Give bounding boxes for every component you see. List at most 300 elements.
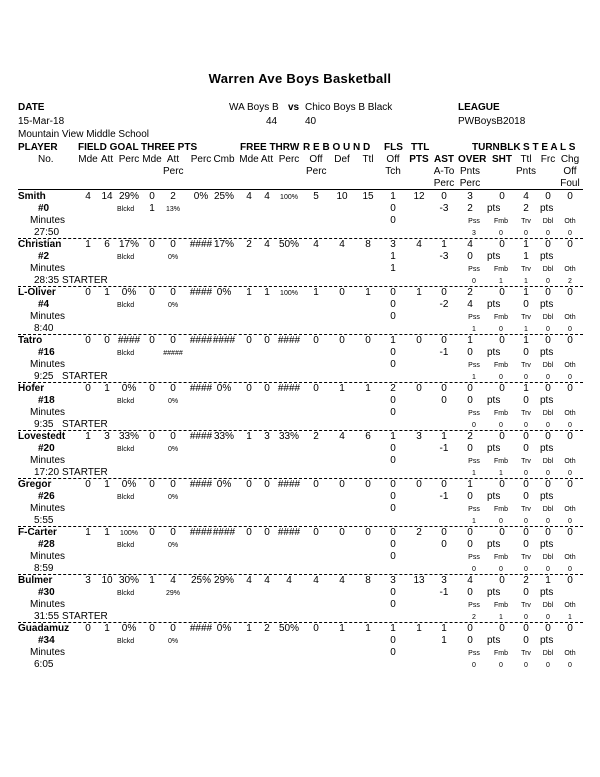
stat-a-to: -3 bbox=[439, 251, 449, 262]
stat-frc: 0 bbox=[545, 191, 551, 202]
pts-label: pts bbox=[540, 539, 554, 550]
stat-turn: 2 bbox=[467, 431, 473, 442]
stat-m3: 1 bbox=[149, 575, 155, 586]
label-dbl: Dbl bbox=[542, 266, 554, 273]
header-chg-off: Off bbox=[563, 166, 577, 177]
stat-to-trv: 1 bbox=[524, 278, 528, 285]
stat-def: 4 bbox=[339, 431, 345, 442]
label-dbl: Dbl bbox=[542, 218, 554, 225]
stat-to-oth: 0 bbox=[568, 326, 572, 333]
header-fg-made: Mde bbox=[78, 154, 98, 165]
stat-att: 1 bbox=[104, 527, 110, 538]
stat-to-fmb: 1 bbox=[499, 614, 503, 621]
header-3p-att: Att bbox=[166, 154, 180, 165]
game-location: Mountain View Middle School bbox=[18, 129, 150, 140]
stat-mde: 0 bbox=[85, 383, 91, 394]
stat-def: 0 bbox=[339, 335, 345, 346]
stat-over-pnts: 0 bbox=[467, 347, 473, 358]
stat-ast: 0 bbox=[441, 383, 447, 394]
stat-blk: 0 bbox=[499, 239, 505, 250]
stat-att: 3 bbox=[104, 431, 110, 442]
stat-a3: 4 bbox=[170, 575, 176, 586]
stat-a-to: 0 bbox=[441, 395, 447, 406]
stat-ttl: 6 bbox=[365, 431, 371, 442]
team-b-name: Chico Boys B Black bbox=[305, 102, 393, 113]
header-perc-b: Perc bbox=[459, 178, 481, 189]
stat-chg: 0 bbox=[567, 431, 573, 442]
stat-cmb: 17% bbox=[213, 239, 234, 250]
pts-label: pts bbox=[487, 539, 501, 550]
stat-turn: 4 bbox=[467, 575, 473, 586]
label-trv: Trv bbox=[521, 554, 531, 561]
stat-chg: 0 bbox=[567, 287, 573, 298]
stat-a3: 0 bbox=[170, 623, 176, 634]
stat-fls: 0 bbox=[390, 287, 396, 298]
stat-chg: 0 bbox=[567, 527, 573, 538]
stat-over-pnts: 0 bbox=[467, 395, 473, 406]
stat-fls: 3 bbox=[390, 239, 396, 250]
stat-mde: 4 bbox=[85, 191, 91, 202]
stat-frc: 0 bbox=[545, 335, 551, 346]
label-dbl: Dbl bbox=[542, 314, 554, 321]
header-3p-att-perc: Perc bbox=[163, 166, 184, 177]
stat-fls-extra: 0 bbox=[390, 359, 396, 370]
stat-chg: 0 bbox=[567, 623, 573, 634]
stat-m3: 0 bbox=[149, 527, 155, 538]
stat-perc: 0% bbox=[121, 623, 137, 634]
header-sht: SHT bbox=[492, 154, 512, 165]
blocked-label: Blckd bbox=[117, 254, 135, 261]
label-fmb: Fmb bbox=[494, 602, 508, 609]
stat-cmb: 0% bbox=[216, 623, 232, 634]
stat-fp: 50% bbox=[278, 239, 299, 250]
stat-blocked-perc: 0% bbox=[167, 254, 179, 261]
header-blocks: BLK bbox=[500, 142, 521, 153]
header-fg-perc: Perc bbox=[118, 154, 140, 165]
stat-blocked-perc: 0% bbox=[167, 542, 179, 549]
stat-to-pss: 0 bbox=[472, 662, 476, 669]
label-fmb: Fmb bbox=[494, 362, 508, 369]
stat-cmb: 0% bbox=[216, 479, 232, 490]
stat-cmb: 25% bbox=[213, 191, 234, 202]
stat-fls-extra: 0 bbox=[390, 647, 396, 658]
stat-steal-pnts: 0 bbox=[523, 587, 529, 598]
header-pnts: Pnts bbox=[459, 166, 480, 177]
blocked-label: Blckd bbox=[117, 494, 135, 501]
stat-fls-tch: 0 bbox=[390, 203, 396, 214]
label-oth: Oth bbox=[564, 410, 576, 417]
stat-frc: 0 bbox=[545, 623, 551, 634]
header-field-goal: FIELD GOAL bbox=[78, 142, 139, 153]
label-pss: Pss bbox=[468, 554, 480, 561]
stat-blk: 0 bbox=[499, 623, 505, 634]
stat-stl: 0 bbox=[523, 527, 529, 538]
header-3p-made: Mde bbox=[142, 154, 162, 165]
stat-to-dbl: 0 bbox=[546, 470, 550, 477]
blocked-label: Blckd bbox=[117, 398, 135, 405]
label-trv: Trv bbox=[521, 266, 531, 273]
stat-blk: 0 bbox=[499, 527, 505, 538]
stat-mde: 0 bbox=[85, 623, 91, 634]
stat-blk: 0 bbox=[499, 287, 505, 298]
stat-pts: 13 bbox=[413, 575, 425, 586]
stat-chg: 0 bbox=[567, 383, 573, 394]
stat-def: 0 bbox=[339, 287, 345, 298]
stat-blk: 0 bbox=[499, 575, 505, 586]
stat-to-dbl: 0 bbox=[546, 422, 550, 429]
stat-p3: #### bbox=[189, 527, 213, 538]
player-name: Tatro bbox=[18, 335, 43, 346]
stat-to-trv: 1 bbox=[524, 326, 528, 333]
label-oth: Oth bbox=[564, 506, 576, 513]
pts-label: pts bbox=[540, 347, 554, 358]
stat-ttl: 15 bbox=[362, 191, 374, 202]
stat-p3: #### bbox=[189, 335, 213, 346]
stat-fa: 0 bbox=[264, 527, 270, 538]
stat-fls-extra: 0 bbox=[390, 551, 396, 562]
stat-cmb: 29% bbox=[213, 575, 234, 586]
stat-steal-pnts: 0 bbox=[523, 539, 529, 550]
label-dbl: Dbl bbox=[542, 554, 554, 561]
stat-pts: 0 bbox=[416, 335, 422, 346]
stat-fa: 0 bbox=[264, 335, 270, 346]
stat-pts: 0 bbox=[416, 383, 422, 394]
stat-to-dbl: 0 bbox=[546, 278, 550, 285]
stat-to-pss: 0 bbox=[472, 422, 476, 429]
stat-off: 5 bbox=[313, 191, 319, 202]
header-fg-att: Att bbox=[100, 154, 114, 165]
stat-off: 2 bbox=[313, 431, 319, 442]
stat-m3: 0 bbox=[149, 239, 155, 250]
blocked-label: Blckd bbox=[117, 446, 135, 453]
pts-label: pts bbox=[487, 491, 501, 502]
minutes-played: 17:20 bbox=[34, 467, 60, 478]
page-title: Warren Ave Boys Basketball bbox=[208, 71, 392, 86]
team-a-name: WA Boys B bbox=[229, 102, 279, 113]
stat-fm: 1 bbox=[246, 623, 252, 634]
stat-to-dbl: 0 bbox=[546, 614, 550, 621]
stat-def: 1 bbox=[339, 383, 345, 394]
stat-to-pss: 1 bbox=[472, 470, 476, 477]
stat-to-oth: 0 bbox=[568, 230, 572, 237]
stat-fls: 0 bbox=[390, 479, 396, 490]
stat-a3: 0 bbox=[170, 383, 176, 394]
stat-frc: 0 bbox=[545, 239, 551, 250]
header-pnts-steals: Pnts bbox=[515, 166, 536, 177]
stat-over-pnts: 0 bbox=[467, 443, 473, 454]
stat-fm: 0 bbox=[246, 479, 252, 490]
stat-to-pss: 2 bbox=[472, 614, 476, 621]
stat-chg: 0 bbox=[567, 335, 573, 346]
stat-off: 0 bbox=[313, 335, 319, 346]
pts-label: pts bbox=[487, 251, 501, 262]
minutes-label: Minutes bbox=[30, 599, 66, 610]
stat-ttl: 1 bbox=[365, 383, 371, 394]
stat-to-fmb: 0 bbox=[499, 422, 503, 429]
stat-off: 4 bbox=[313, 575, 319, 586]
stat-perc: 0% bbox=[121, 383, 137, 394]
stat-stl: 4 bbox=[523, 191, 529, 202]
stat-fls-extra: 0 bbox=[390, 407, 396, 418]
stat-frc: 0 bbox=[545, 479, 551, 490]
stat-to-trv: 0 bbox=[524, 518, 528, 525]
stat-to-fmb: 0 bbox=[499, 662, 503, 669]
stat-fls: 1 bbox=[390, 191, 396, 202]
stat-a-to: -1 bbox=[439, 491, 449, 502]
stat-fa: 4 bbox=[264, 575, 270, 586]
header-perc-a: Perc bbox=[433, 178, 455, 189]
stat-off: 0 bbox=[313, 527, 319, 538]
stat-fa: 2 bbox=[264, 623, 270, 634]
stat-fm: 4 bbox=[246, 191, 252, 202]
stat-cmb: #### bbox=[212, 527, 236, 538]
stat-fls-extra: 0 bbox=[390, 215, 396, 226]
stat-def: 4 bbox=[339, 239, 345, 250]
pts-label: pts bbox=[540, 587, 554, 598]
stat-stl: 1 bbox=[523, 383, 529, 394]
starter-label: STARTER bbox=[62, 611, 108, 622]
stat-cmb: 0% bbox=[216, 383, 232, 394]
header-off-reb: Off bbox=[309, 154, 323, 165]
header-chg: Chg bbox=[560, 154, 580, 165]
label-oth: Oth bbox=[564, 218, 576, 225]
stat-chg: 0 bbox=[567, 479, 573, 490]
stat-stl: 0 bbox=[523, 623, 529, 634]
stat-fm: 1 bbox=[246, 287, 252, 298]
stat-fls: 1 bbox=[390, 623, 396, 634]
label-dbl: Dbl bbox=[542, 650, 554, 657]
stat-def: 1 bbox=[339, 623, 345, 634]
stat-to-oth: 0 bbox=[568, 518, 572, 525]
stat-to-trv: 0 bbox=[524, 422, 528, 429]
stat-perc: 100% bbox=[120, 530, 138, 537]
stat-mde: 1 bbox=[85, 527, 91, 538]
stat-blocked-perc: 0% bbox=[167, 398, 179, 405]
player-number: #18 bbox=[38, 395, 55, 406]
team-b-score: 40 bbox=[305, 116, 317, 127]
stat-frc: 1 bbox=[545, 575, 551, 586]
stat-att: 1 bbox=[104, 623, 110, 634]
stat-p3: 0% bbox=[193, 191, 209, 202]
stat-stl: 0 bbox=[523, 479, 529, 490]
stat-turn: 3 bbox=[467, 191, 473, 202]
stat-to-trv: 0 bbox=[524, 662, 528, 669]
stat-turn: 4 bbox=[467, 239, 473, 250]
league-label: LEAGUE bbox=[458, 102, 500, 113]
stat-over-pnts: 0 bbox=[467, 251, 473, 262]
stat-perc: 17% bbox=[118, 239, 139, 250]
stat-off: 1 bbox=[313, 287, 319, 298]
header-turnovers: TURN bbox=[472, 142, 500, 153]
stat-cmb: #### bbox=[212, 335, 236, 346]
stat-to-oth: 0 bbox=[568, 566, 572, 573]
label-fmb: Fmb bbox=[494, 506, 508, 513]
header-ttl-steals: Ttl bbox=[520, 154, 532, 165]
pts-label: pts bbox=[540, 491, 554, 502]
stat-cmb: 33% bbox=[213, 431, 234, 442]
label-pss: Pss bbox=[468, 362, 480, 369]
starter-label: STARTER bbox=[62, 419, 108, 430]
stat-m3: 0 bbox=[149, 431, 155, 442]
stat-frc: 0 bbox=[545, 287, 551, 298]
stat-to-dbl: 0 bbox=[546, 374, 550, 381]
stat-fls: 0 bbox=[390, 527, 396, 538]
header-steals: S T E A L S bbox=[523, 142, 576, 153]
header-off-perc: Perc bbox=[306, 166, 327, 177]
label-dbl: Dbl bbox=[542, 602, 554, 609]
stat-fls: 2 bbox=[390, 383, 396, 394]
player-number: #26 bbox=[38, 491, 55, 502]
stat-fls-tch: 0 bbox=[390, 347, 396, 358]
label-fmb: Fmb bbox=[494, 458, 508, 465]
label-dbl: Dbl bbox=[542, 458, 554, 465]
stat-ast: 3 bbox=[441, 575, 447, 586]
minutes-played: 6:05 bbox=[34, 659, 54, 670]
minutes-played: 27:50 bbox=[34, 227, 60, 238]
stat-off: 4 bbox=[313, 239, 319, 250]
label-pss: Pss bbox=[468, 650, 480, 657]
stat-a3: 0 bbox=[170, 431, 176, 442]
stat-m3: 0 bbox=[149, 383, 155, 394]
player-number: #28 bbox=[38, 539, 55, 550]
header-divider bbox=[18, 189, 583, 190]
stat-blocked-perc: 0% bbox=[167, 446, 179, 453]
stat-fls-tch: 0 bbox=[390, 587, 396, 598]
stat-perc: 0% bbox=[121, 479, 137, 490]
stat-mde: 1 bbox=[85, 431, 91, 442]
stat-p3: #### bbox=[189, 239, 213, 250]
stat-blk: 0 bbox=[499, 431, 505, 442]
stat-m3: 0 bbox=[149, 191, 155, 202]
stat-frc: 0 bbox=[545, 431, 551, 442]
label-trv: Trv bbox=[521, 218, 531, 225]
minutes-played: 8:59 bbox=[34, 563, 54, 574]
stat-frc: 0 bbox=[545, 527, 551, 538]
stat-steal-pnts: 0 bbox=[523, 395, 529, 406]
stat-att: 1 bbox=[104, 287, 110, 298]
header-over: OVER bbox=[458, 154, 487, 165]
stat-blk: 0 bbox=[499, 191, 505, 202]
stat-steal-pnts: 2 bbox=[523, 203, 529, 214]
stat-chg: 0 bbox=[567, 575, 573, 586]
minutes-played: 31:55 bbox=[34, 611, 60, 622]
date-label: DATE bbox=[18, 102, 45, 113]
stat-a3: 0 bbox=[170, 239, 176, 250]
minutes-played: 28:35 bbox=[34, 275, 60, 286]
label-pss: Pss bbox=[468, 218, 480, 225]
header-rebound: R E B O U N D bbox=[303, 142, 371, 153]
stat-ast: 0 bbox=[441, 191, 447, 202]
minutes-played: 5:55 bbox=[34, 515, 54, 526]
stat-pts: 12 bbox=[413, 191, 425, 202]
stat-over-pnts: 2 bbox=[467, 203, 473, 214]
stat-fls-tch: 0 bbox=[390, 443, 396, 454]
stat-to-fmb: 0 bbox=[499, 566, 503, 573]
stat-mde: 0 bbox=[85, 287, 91, 298]
header-three-pts: THREE PTS bbox=[141, 142, 198, 153]
stat-fp: 50% bbox=[278, 623, 299, 634]
stat-p3: #### bbox=[189, 479, 213, 490]
stat-blocked-perc: 0% bbox=[167, 494, 179, 501]
header-foul: Foul bbox=[560, 178, 580, 189]
player-number: #0 bbox=[38, 203, 50, 214]
blocked-label: Blckd bbox=[117, 350, 135, 357]
stat-chg: 0 bbox=[567, 191, 573, 202]
stat-turn: 1 bbox=[467, 479, 473, 490]
label-pss: Pss bbox=[468, 458, 480, 465]
stat-ast: 0 bbox=[441, 287, 447, 298]
stat-mde: 0 bbox=[85, 335, 91, 346]
stat-p3: #### bbox=[189, 383, 213, 394]
stat-mde: 3 bbox=[85, 575, 91, 586]
stat-att: 0 bbox=[104, 335, 110, 346]
stat-blocked-perc: ##### bbox=[163, 350, 183, 357]
stat-steal-pnts: 0 bbox=[523, 635, 529, 646]
team-a-score: 44 bbox=[266, 116, 278, 127]
pts-label: pts bbox=[540, 299, 554, 310]
stat-a3: 0 bbox=[170, 287, 176, 298]
blocked-label: Blckd bbox=[117, 638, 135, 645]
stat-steal-pnts: 0 bbox=[523, 299, 529, 310]
header-a-to: A-To bbox=[433, 166, 455, 177]
stat-to-fmb: 0 bbox=[499, 518, 503, 525]
header-ft-perc: Perc bbox=[278, 154, 300, 165]
stat-ttl: 0 bbox=[365, 479, 371, 490]
player-name: Smith bbox=[18, 191, 46, 202]
label-oth: Oth bbox=[564, 602, 576, 609]
minutes-label: Minutes bbox=[30, 647, 66, 658]
pts-label: pts bbox=[487, 443, 501, 454]
stat-fls-extra: 0 bbox=[390, 311, 396, 322]
player-name: Bulmer bbox=[18, 575, 53, 586]
stat-p3: 25% bbox=[190, 575, 211, 586]
stat-to-pss: 1 bbox=[472, 374, 476, 381]
header-free-throw: FREE THRW bbox=[240, 142, 300, 153]
stat-ast: 1 bbox=[441, 239, 447, 250]
stat-def: 0 bbox=[339, 479, 345, 490]
player-name: Hofer bbox=[18, 383, 45, 394]
header-ast: AST bbox=[434, 154, 454, 165]
pts-label: pts bbox=[487, 299, 501, 310]
stat-fls-extra: 0 bbox=[390, 599, 396, 610]
blocked-label: Blckd bbox=[117, 302, 135, 309]
stat-stl: 1 bbox=[523, 287, 529, 298]
stat-to-dbl: 0 bbox=[546, 566, 550, 573]
header-pts: PTS bbox=[409, 154, 429, 165]
stat-fls-extra: 0 bbox=[390, 455, 396, 466]
stat-pts: 2 bbox=[416, 527, 422, 538]
starter-label: STARTER bbox=[62, 275, 108, 286]
header-ft-att: Att bbox=[260, 154, 274, 165]
stat-att: 10 bbox=[101, 575, 113, 586]
stat-def: 0 bbox=[339, 527, 345, 538]
stat-turn: 2 bbox=[467, 287, 473, 298]
stat-fa: 0 bbox=[264, 383, 270, 394]
stat-to-oth: 0 bbox=[568, 422, 572, 429]
stat-m3: 0 bbox=[149, 335, 155, 346]
player-number: #2 bbox=[38, 251, 50, 262]
stat-ast: 0 bbox=[441, 527, 447, 538]
label-dbl: Dbl bbox=[542, 410, 554, 417]
header-player: PLAYER bbox=[18, 142, 58, 153]
stat-p3: #### bbox=[189, 287, 213, 298]
stat-p3: #### bbox=[189, 431, 213, 442]
stat-fa: 1 bbox=[264, 287, 270, 298]
stat-turn: 0 bbox=[467, 527, 473, 538]
stat-a-to: 0 bbox=[441, 539, 447, 550]
stat-to-fmb: 1 bbox=[499, 470, 503, 477]
stat-over-pnts: 0 bbox=[467, 491, 473, 502]
